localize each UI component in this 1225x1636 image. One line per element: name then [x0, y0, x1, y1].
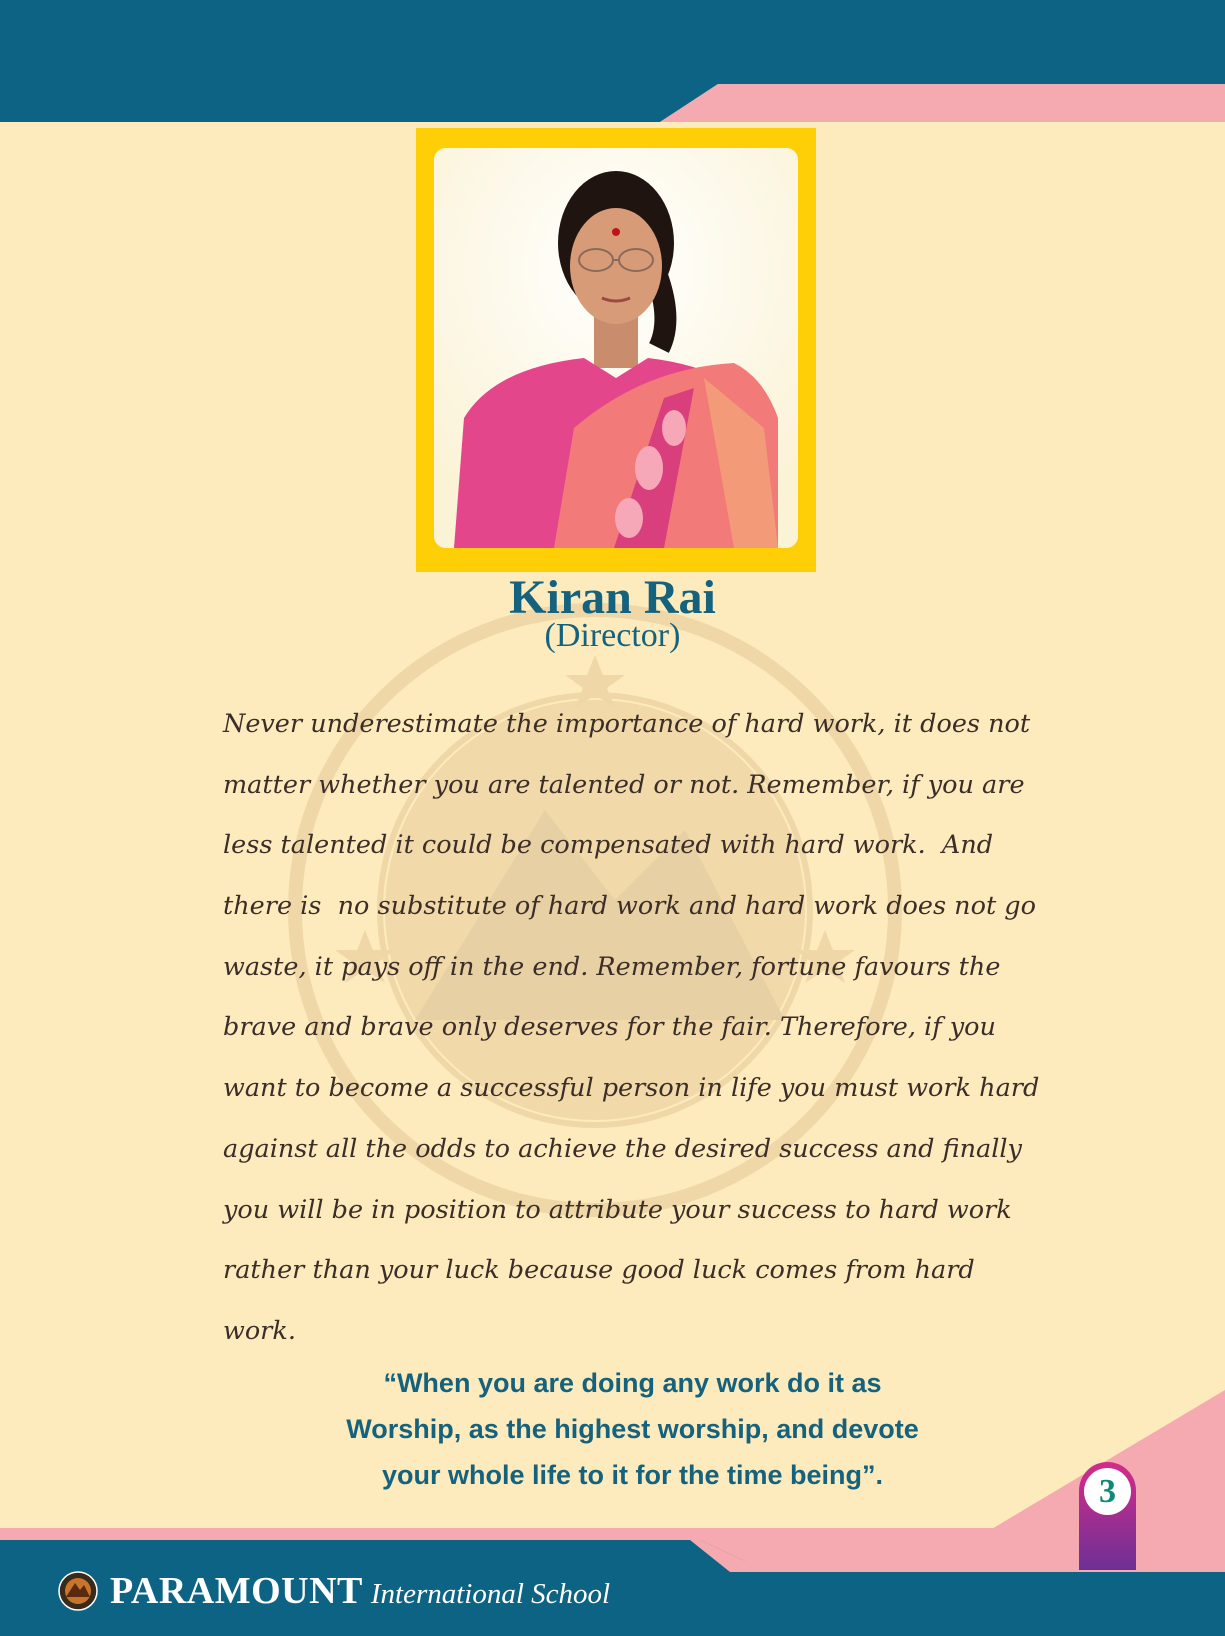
top-header-band [0, 0, 1225, 122]
message-line: work. [223, 1315, 296, 1346]
school-subtitle: International School [370, 1577, 611, 1610]
director-photo-frame [416, 128, 816, 572]
school-name: PARAMOUNT [110, 1570, 363, 1612]
quote-line: “When you are doing any work do it as [383, 1368, 882, 1398]
message-line: want to become a successful person in life you must work hard [223, 1073, 1040, 1104]
footer-brand [58, 1566, 610, 1616]
message-line: rather than your luck because good luck comes from hard [223, 1255, 975, 1286]
school-logo-icon [58, 1571, 98, 1611]
page-number: 3 [1084, 1468, 1131, 1515]
message-line: you will be in position to attribute your success to hard work [223, 1194, 1012, 1225]
director-role: (Director) [544, 617, 681, 654]
director-photo [434, 148, 798, 548]
quote-line: Worship, as the highest worship, and devote [346, 1414, 919, 1444]
director-name: Kiran Rai [509, 571, 716, 624]
message-line: against all the odds to achieve the desired success and finally [223, 1133, 1022, 1164]
message-line: there is no substitute of hard work and hard work does not go [223, 891, 1036, 922]
message-line: less talented it could be compensated with hard work. And [223, 830, 994, 861]
message-line: matter whether you are talented or not. Remember, if you are [223, 769, 1025, 800]
message-line: waste, it pays off in the end. Remember, fortune favours the [223, 951, 1001, 982]
message-line: Never underestimate the importance of hard work, it does not [223, 709, 1031, 739]
quote-line: your whole life to it for the time being”. [381, 1460, 884, 1490]
director-message [223, 694, 1040, 1362]
page-number-tab [1079, 1462, 1136, 1570]
message-line: brave and brave only deserves for the fair. Therefore, if you [223, 1012, 996, 1043]
